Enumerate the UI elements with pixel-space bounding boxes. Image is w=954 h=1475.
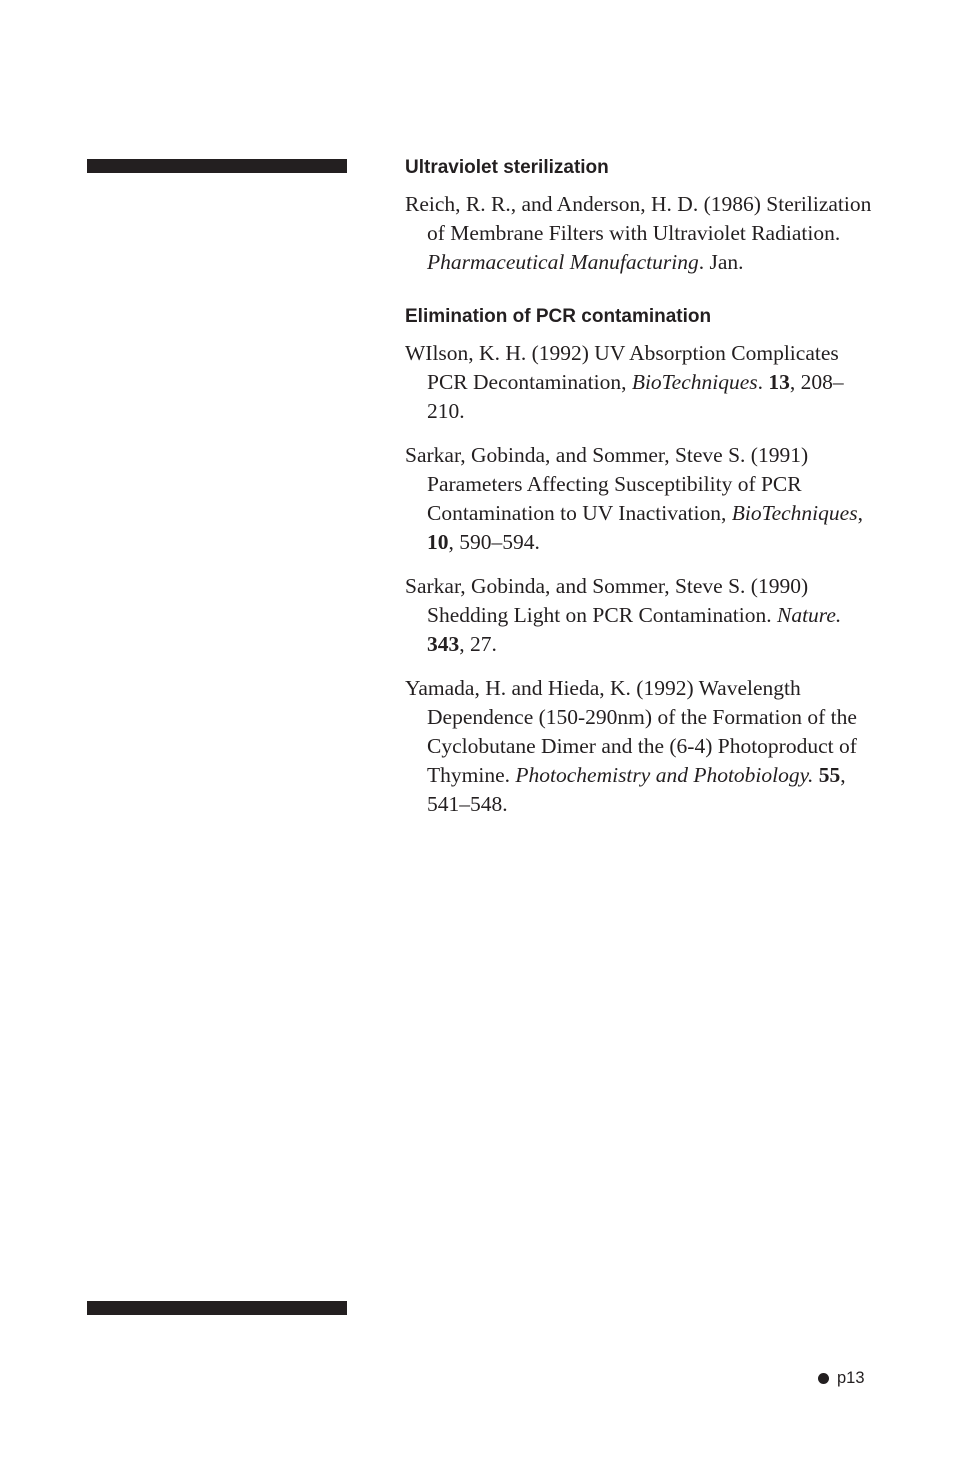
page-number: p13	[837, 1369, 865, 1387]
reference-entry	[405, 572, 875, 659]
reference-text: Yamada, H. and Hieda, K. (1992) Wavelength Dependence (150-290nm) of the Formation of the Cyclobutane Dimer and the (6-4) Photoproduct of Thymine.	[405, 676, 857, 787]
reference-text-after-journal: .	[757, 370, 769, 394]
reference-entry	[405, 190, 875, 277]
reference-text-after-journal: ,	[857, 501, 863, 525]
section-heading: Ultraviolet sterilization	[405, 157, 609, 178]
reference-text: Reich, R. R., and Anderson, H. D. (1986) Sterilization of Membrane Filters with Ultraviolet Radiation.	[405, 192, 872, 245]
volume-number: 13	[768, 370, 790, 394]
page-range: , 27.	[459, 632, 497, 656]
journal-title: Nature.	[776, 603, 842, 627]
references-content	[405, 156, 875, 819]
section-pcr-contamination	[405, 305, 875, 819]
bottom-margin-rule	[87, 1301, 347, 1315]
reference-entry	[405, 441, 875, 557]
bullet-icon	[818, 1373, 829, 1384]
top-margin-rule	[87, 159, 347, 173]
volume-number: 55	[818, 763, 841, 787]
reference-entry	[405, 339, 875, 426]
reference-text: WIlson, K. H. (1992) UV Absorption Complicates PCR Decontamination,	[405, 341, 839, 394]
journal-title: BioTechniques	[731, 501, 858, 525]
volume-number: 10	[427, 530, 449, 554]
section-heading: Elimination of PCR contamination	[405, 306, 712, 327]
reference-text: Sarkar, Gobinda, and Sommer, Steve S. (1990) Shedding Light on PCR Contamination.	[405, 574, 809, 627]
reference-text-after-journal: . Jan.	[698, 250, 744, 274]
journal-title: BioTechniques	[631, 370, 758, 394]
page-footer	[818, 1366, 865, 1390]
page-range: , 208–210.	[427, 370, 844, 423]
reference-text: Sarkar, Gobinda, and Sommer, Steve S. (1991) Parameters Affecting Susceptibility of PCR Contamination to UV Inactivation,	[405, 443, 809, 525]
page-range: , 590–594.	[448, 530, 540, 554]
section-ultraviolet-sterilization	[405, 156, 875, 277]
reference-entry	[405, 674, 875, 819]
volume-number: 343	[427, 632, 460, 656]
journal-title: Photochemistry and Photobiology.	[515, 763, 814, 787]
page-range: , 541–548.	[427, 763, 846, 816]
journal-title: Pharmaceutical Manufacturing	[427, 250, 699, 274]
